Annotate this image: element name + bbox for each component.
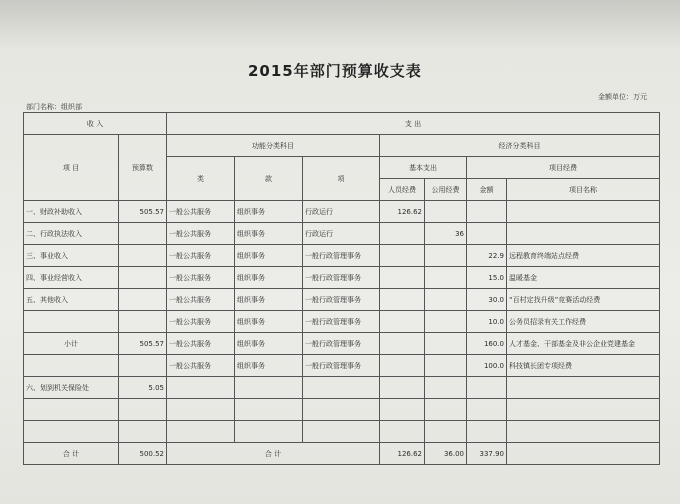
income-budget (119, 223, 167, 245)
project-amount (467, 201, 507, 223)
project-name (507, 223, 660, 245)
func-section (235, 377, 303, 399)
personnel-cost (380, 421, 425, 443)
income-item (24, 421, 119, 443)
func-subitem (303, 377, 380, 399)
func-category: 一般公共服务 (167, 333, 235, 355)
economic-header: 经济分类科目 (380, 135, 660, 157)
income-budget (119, 355, 167, 377)
expense-header: 支 出 (167, 113, 660, 135)
table-row (24, 333, 660, 355)
func-section: 组织事务 (235, 311, 303, 333)
project-amount: 100.0 (467, 355, 507, 377)
table-row (24, 399, 660, 421)
income-budget (119, 311, 167, 333)
page-title: 2015年部门预算收支表 (248, 62, 422, 80)
func-section: 组织事务 (235, 223, 303, 245)
func-section: 组织事务 (235, 245, 303, 267)
project-name: 远程教育终端站点经费 (507, 245, 660, 267)
personnel-cost (380, 333, 425, 355)
func-subitem: 一般行政管理事务 (303, 333, 380, 355)
table-row (24, 377, 660, 399)
section-header: 款 (235, 157, 303, 201)
project-amount (467, 377, 507, 399)
project-name: 人才基金、干部基金及非公企业党建基金 (507, 333, 660, 355)
income-item: 小计 (24, 333, 119, 355)
project-name: 科技镇长团专项经费 (507, 355, 660, 377)
func-subitem: 一般行政管理事务 (303, 267, 380, 289)
table-row (24, 311, 660, 333)
public-cost (425, 201, 467, 223)
func-section (235, 399, 303, 421)
func-section (235, 421, 303, 443)
personnel-cost (380, 399, 425, 421)
income-budget (119, 421, 167, 443)
income-item: 五、其他收入 (24, 289, 119, 311)
income-item: 一、财政补助收入 (24, 201, 119, 223)
income-budget (119, 267, 167, 289)
income-header: 收 入 (24, 113, 167, 135)
personnel-cost (380, 355, 425, 377)
income-budget: 505.57 (119, 201, 167, 223)
total-label: 合 计 (24, 443, 119, 465)
income-budget (119, 289, 167, 311)
func-subitem (303, 399, 380, 421)
public-cost (425, 355, 467, 377)
personnel-cost: 126.62 (380, 201, 425, 223)
project-amount (467, 421, 507, 443)
func-section: 组织事务 (235, 355, 303, 377)
func-category: 一般公共服务 (167, 311, 235, 333)
project-amount: 22.9 (467, 245, 507, 267)
personnel-cost (380, 245, 425, 267)
personnel-header: 人员经费 (380, 179, 425, 201)
project-amount: 15.0 (467, 267, 507, 289)
func-section: 组织事务 (235, 333, 303, 355)
total-personnel: 126.62 (380, 443, 425, 465)
table-row (24, 421, 660, 443)
func-category: 一般公共服务 (167, 201, 235, 223)
total-row (24, 443, 660, 465)
project-amount (467, 399, 507, 421)
func-category: 一般公共服务 (167, 355, 235, 377)
header-row-2 (24, 135, 660, 157)
public-cost (425, 377, 467, 399)
func-subitem: 一般行政管理事务 (303, 245, 380, 267)
public-cost (425, 311, 467, 333)
personnel-cost (380, 311, 425, 333)
project-name-header: 项目名称 (507, 179, 660, 201)
func-category (167, 377, 235, 399)
func-subitem: 一般行政管理事务 (303, 355, 380, 377)
total-project-name (507, 443, 660, 465)
project-name: 温暖基金 (507, 267, 660, 289)
income-item (24, 355, 119, 377)
func-subitem: 行政运行 (303, 201, 380, 223)
project-header: 项目经费 (467, 157, 660, 179)
personnel-cost (380, 223, 425, 245)
func-category: 一般公共服务 (167, 245, 235, 267)
project-amount (467, 223, 507, 245)
project-name (507, 421, 660, 443)
project-name (507, 201, 660, 223)
func-section: 组织事务 (235, 267, 303, 289)
func-subitem: 一般行政管理事务 (303, 289, 380, 311)
table-row (24, 289, 660, 311)
table-row (24, 245, 660, 267)
basic-header: 基本支出 (380, 157, 467, 179)
income-item: 二、行政执法收入 (24, 223, 119, 245)
public-cost (425, 289, 467, 311)
func-subitem: 行政运行 (303, 223, 380, 245)
func-subitem: 一般行政管理事务 (303, 311, 380, 333)
public-cost: 36 (425, 223, 467, 245)
table-row (24, 201, 660, 223)
amount-header: 金额 (467, 179, 507, 201)
total-public: 36.00 (425, 443, 467, 465)
func-section: 组织事务 (235, 201, 303, 223)
project-amount: 160.0 (467, 333, 507, 355)
income-item: 三、事业收入 (24, 245, 119, 267)
func-category (167, 399, 235, 421)
project-amount: 30.0 (467, 289, 507, 311)
subitem-header: 项 (303, 157, 380, 201)
total-budget: 500.52 (119, 443, 167, 465)
project-amount: 10.0 (467, 311, 507, 333)
personnel-cost (380, 267, 425, 289)
income-budget: 5.05 (119, 377, 167, 399)
income-budget (119, 399, 167, 421)
functional-header: 功能分类科目 (167, 135, 380, 157)
public-cost (425, 421, 467, 443)
table-row (24, 223, 660, 245)
item-header: 项 目 (24, 135, 119, 201)
project-name (507, 399, 660, 421)
income-item: 四、事业经营收入 (24, 267, 119, 289)
total-amount: 337.90 (467, 443, 507, 465)
func-section: 组织事务 (235, 289, 303, 311)
table-row (24, 267, 660, 289)
income-item (24, 311, 119, 333)
income-item: 六、划到机关保险处 (24, 377, 119, 399)
category-header: 类 (167, 157, 235, 201)
expense-total-label: 合 计 (167, 443, 380, 465)
unit-label: 金额单位：万元 (598, 93, 647, 101)
table-row (24, 355, 660, 377)
project-name: 公务员招录有关工作经费 (507, 311, 660, 333)
public-cost (425, 267, 467, 289)
header-row-1 (24, 113, 660, 135)
income-budget: 505.57 (119, 333, 167, 355)
func-category: 一般公共服务 (167, 289, 235, 311)
func-category: 一般公共服务 (167, 223, 235, 245)
personnel-cost (380, 289, 425, 311)
project-name (507, 377, 660, 399)
project-name: “百村定找升级”竞赛活动经费 (507, 289, 660, 311)
budget-header: 预算数 (119, 135, 167, 201)
public-cost (425, 245, 467, 267)
budget-table (23, 112, 660, 465)
department-label: 部门名称：组织部 (26, 103, 82, 111)
public-cost (425, 399, 467, 421)
income-item (24, 399, 119, 421)
func-category: 一般公共服务 (167, 267, 235, 289)
func-subitem (303, 421, 380, 443)
public-header: 公用经费 (425, 179, 467, 201)
income-budget (119, 245, 167, 267)
func-category (167, 421, 235, 443)
personnel-cost (380, 377, 425, 399)
public-cost (425, 333, 467, 355)
